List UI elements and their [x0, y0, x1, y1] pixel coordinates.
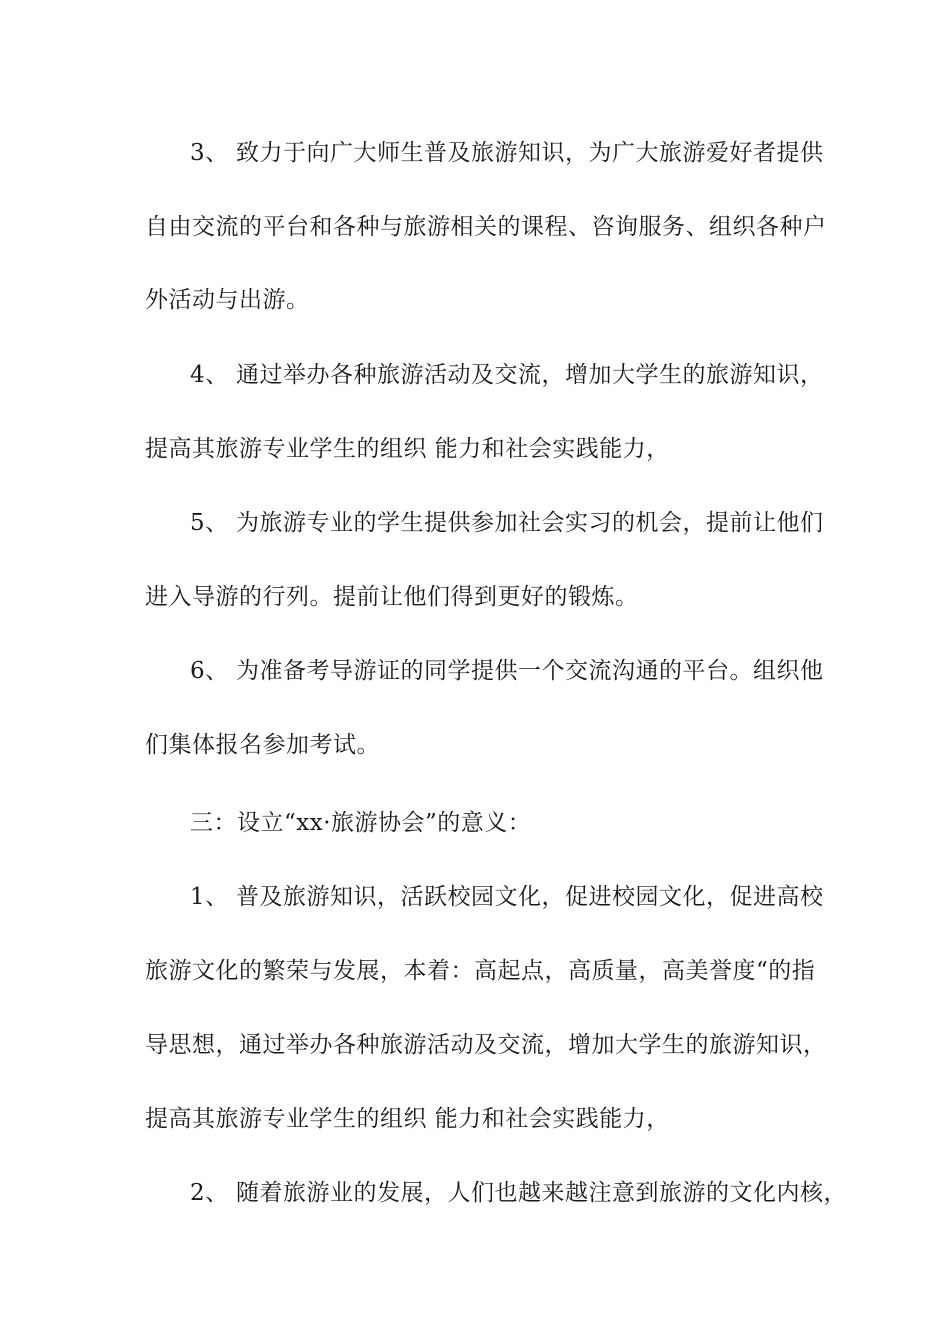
paragraph-6-line-2: 们集体报名参加考试。 — [145, 732, 380, 758]
list-number: 3、 — [190, 140, 229, 166]
section-heading: 三：设立“xx·旅游协会”的意义： — [190, 810, 532, 836]
paragraph-1-line-4: 提高其旅游专业学生的组织 能力和社会实践能力， — [145, 1106, 670, 1132]
paragraph-text: 为旅游专业的学生提供参加社会实习的机会，提前让他们 — [236, 510, 824, 536]
paragraph-1-line-3: 导思想，通过举办各种旅游活动及交流，增加大学生的旅游知识， — [145, 1032, 827, 1058]
paragraph-text: 普及旅游知识，活跃校园文化，促进校园文化，促进高校 — [236, 884, 824, 910]
paragraph-2-line-1 — [190, 1178, 847, 1208]
paragraph-3-line-2: 自由交流的平台和各种与旅游相关的课程、咨询服务、组织各种户 — [145, 214, 827, 240]
paragraph-3-line-3: 外活动与出游。 — [145, 287, 310, 313]
list-number: 2、 — [190, 1180, 229, 1206]
paragraph-text: 致力于向广大师生普及旅游知识，为广大旅游爱好者提供 — [236, 140, 824, 166]
paragraph-text: 随着旅游业的发展，人们也越来越注意到旅游的文化内核， — [236, 1180, 847, 1206]
paragraph-text: 为准备考导游证的同学提供一个交流沟通的平台。组织他 — [236, 658, 824, 684]
list-number: 1、 — [190, 884, 229, 910]
paragraph-6-line-1 — [190, 656, 824, 686]
paragraph-text: 通过举办各种旅游活动及交流，增加大学生的旅游知识， — [236, 362, 824, 388]
list-number: 4、 — [190, 362, 229, 388]
paragraph-4-line-2: 提高其旅游专业学生的组织 能力和社会实践能力， — [145, 436, 670, 462]
paragraph-3-line-1 — [190, 138, 824, 168]
paragraph-4-line-1 — [190, 360, 824, 390]
list-number: 5、 — [190, 510, 229, 536]
list-number: 6、 — [190, 658, 229, 684]
paragraph-1-line-1 — [190, 882, 824, 912]
paragraph-5-line-2: 进入导游的行列。提前让他们得到更好的锻炼。 — [145, 584, 639, 610]
paragraph-5-line-1 — [190, 508, 824, 538]
paragraph-1-line-2: 旅游文化的繁荣与发展，本着：高起点，高质量，高美誉度“的指 — [145, 958, 816, 984]
